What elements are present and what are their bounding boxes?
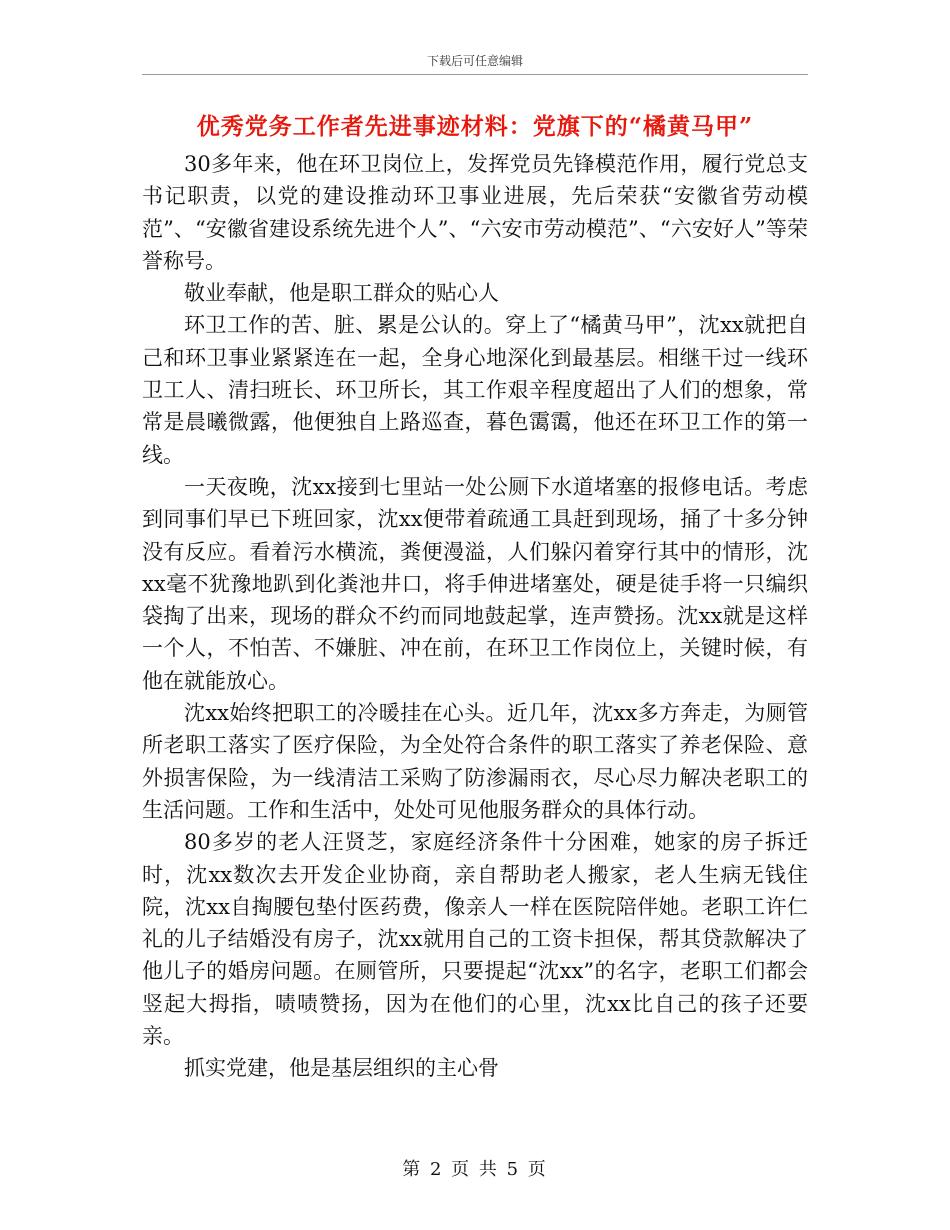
header-divider xyxy=(142,74,808,75)
paragraph-work: 环卫工作的苦、脏、累是公认的。穿上了“橘黄马甲”，沈xx就把自己和环卫事业紧紧连在一起，全身心地深化到最基层。相继干过一线环卫工人、清扫班长、环卫所长，其工作艰辛程度超出了人们的想象，常常是晨曦微露，他便独自上路巡查，暮色霭霭，他还在环卫工作的第一线。 xyxy=(142,313,808,467)
section-heading-party-building: 抓实党建，他是基层组织的主心骨 xyxy=(184,1056,499,1081)
paragraph-night-repair: 一天夜晚，沈xx接到七里站一处公厕下水道堵塞的报修电话。考虑到同事们早已下班回家，沈xx便带着疏通工具赶到现场，捅了十多分钟没有反应。看着污水横流，粪便漫溢，人们躲闪着穿行其中的情形，沈xx毫不犹豫地趴到化粪池井口，将手伸进堵塞处，硬是徒手将一只编织袋掏了出来，现场的群众不约而同地鼓起掌，连声赞扬。沈xx就是这样一个人，不怕苦、不嫌脏、冲在前，在环卫工作岗位上，关键时候，有他在就能放心。 xyxy=(142,474,808,693)
document-title: 优秀党务工作者先进事迹材料：党旗下的“橘黄马甲” xyxy=(196,113,754,140)
document-body xyxy=(142,148,808,1085)
paragraph-intro: 30多年来，他在环卫岗位上，发挥党员先锋模范作用，履行党总支书记职责，以党的建设推动环卫事业进展，先后荣获“安徽省劳动模范”、“安徽省建设系统先进个人”、“六安市劳动模范”、“六安好人”等荣誉称号。 xyxy=(142,152,808,273)
page-header: 下载后可任意编辑 xyxy=(426,54,523,68)
paragraph-elderly: 80多岁的老人汪贤芝，家庭经济条件十分困难，她家的房子拆迁时，沈xx数次去开发企业协商，亲自帮助老人搬家，老人生病无钱住院，沈xx自掏腰包垫付医药费，像亲人一样在医院陪伴她。老职工许仁礼的儿子结婚没有房子，沈xx就用自己的工资卡担保，帮其贷款解决了他儿子的婚房问题。在厕管所，只要提起“沈xx”的名字，老职工们都会竖起大拇指，啧啧赞扬，因为在他们的心里，沈xx比自己的孩子还要亲。 xyxy=(142,830,808,1049)
paragraph-care: 沈xx始终把职工的冷暖挂在心头。近几年，沈xx多方奔走，为厕管所老职工落实了医疗保险，为全处符合条件的职工落实了养老保险、意外损害保险，为一线清洁工采购了防渗漏雨衣，尽心尽力解决老职工的生活问题。工作和生活中，处处可见他服务群众的具体行动。 xyxy=(142,701,808,822)
page-number: 第 2 页 共 5 页 xyxy=(402,1159,548,1180)
section-heading-dedication: 敬业奉献，他是职工群众的贴心人 xyxy=(184,281,499,306)
